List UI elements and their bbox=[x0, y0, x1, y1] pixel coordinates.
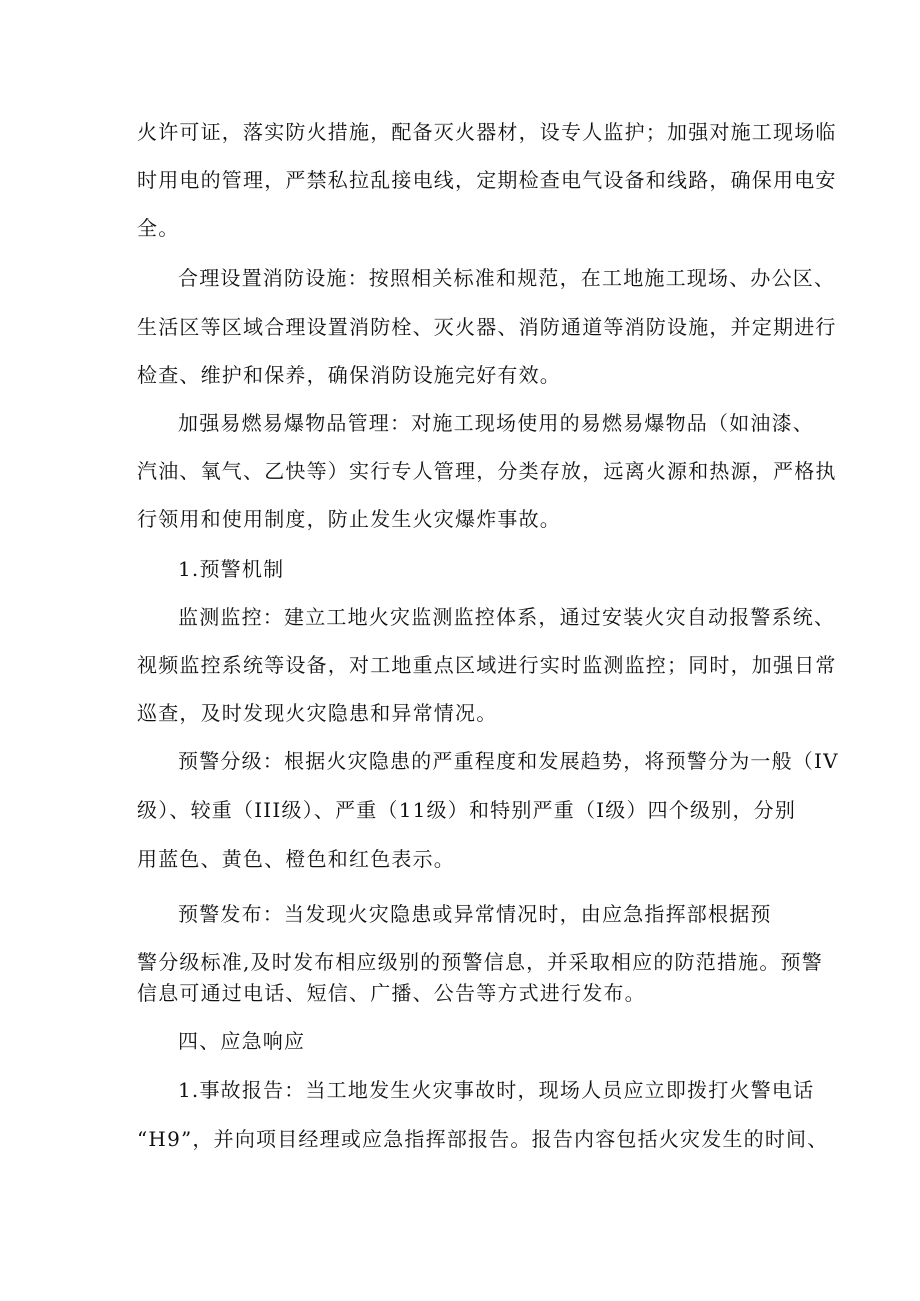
paragraph-line: 巡查，及时发现火灾隐患和异常情况。 bbox=[137, 701, 498, 725]
paragraph-line: 用蓝色、黄色、橙色和红色表示。 bbox=[137, 847, 455, 871]
paragraph-line: 检查、维护和保养，确保消防设施完好有效。 bbox=[137, 363, 561, 387]
section-heading: 四、应急响应 bbox=[178, 1029, 306, 1053]
paragraph-line: 级）、较重（III级）、严重（11级）和特别严重（I级）四个级别，分别 bbox=[137, 798, 797, 822]
paragraph-line: 行领用和使用制度，防止发生火灾爆炸事故。 bbox=[137, 507, 561, 531]
paragraph-line: 1.事故报告：当工地发生火灾事故时，现场人员应立即拨打火警电话 bbox=[178, 1078, 815, 1102]
paragraph-line: 合理设置消防设施：按照相关标准和规范，在工地施工现场、办公区、 bbox=[178, 266, 836, 290]
paragraph-line: 生活区等区域合理设置消防栓、灭火器、消防通道等消防设施，并定期进行 bbox=[137, 315, 837, 339]
paragraph-line: 汽油、氧气、乙快等）实行专人管理，分类存放，远离火源和热源，严格执 bbox=[137, 459, 837, 483]
paragraph-line: 火许可证，落实防火措施，配备灭火器材，设专人监护；加强对施工现场临 bbox=[137, 120, 837, 144]
paragraph-line: 预警分级：根据火灾隐患的严重程度和发展趋势，将预警分为一般（IV bbox=[178, 749, 839, 773]
paragraph-line: 监测监控：建立工地火灾监测监控体系，通过安装火灾自动报警系统、 bbox=[178, 605, 836, 629]
paragraph-line: 全。 bbox=[137, 216, 180, 240]
section-heading: 1.预警机制 bbox=[178, 557, 285, 581]
paragraph-line: 时用电的管理，严禁私拉乱接电线，定期检查电气设备和线路，确保用电安 bbox=[137, 168, 837, 192]
paragraph-line: 信息可通过电话、短信、广播、公告等方式进行发布。 bbox=[137, 981, 646, 1005]
paragraph-line: 警分级标准,及时发布相应级别的预警信息，并采取相应的防范措施。预警 bbox=[137, 950, 823, 974]
paragraph-line: 视频监控系统等设备，对工地重点区域进行实时监测监控；同时，加强日常 bbox=[137, 653, 837, 677]
paragraph-line: 加强易燃易爆物品管理：对施工现场使用的易燃易爆物品（如油漆、 bbox=[178, 411, 814, 435]
paragraph-line: “H9”，并向项目经理或应急指挥部报告。报告内容包括火灾发生的时间、 bbox=[137, 1127, 829, 1151]
paragraph-line: 预警发布：当发现火灾隐患或异常情况时，由应急指挥部根据预 bbox=[178, 902, 772, 926]
